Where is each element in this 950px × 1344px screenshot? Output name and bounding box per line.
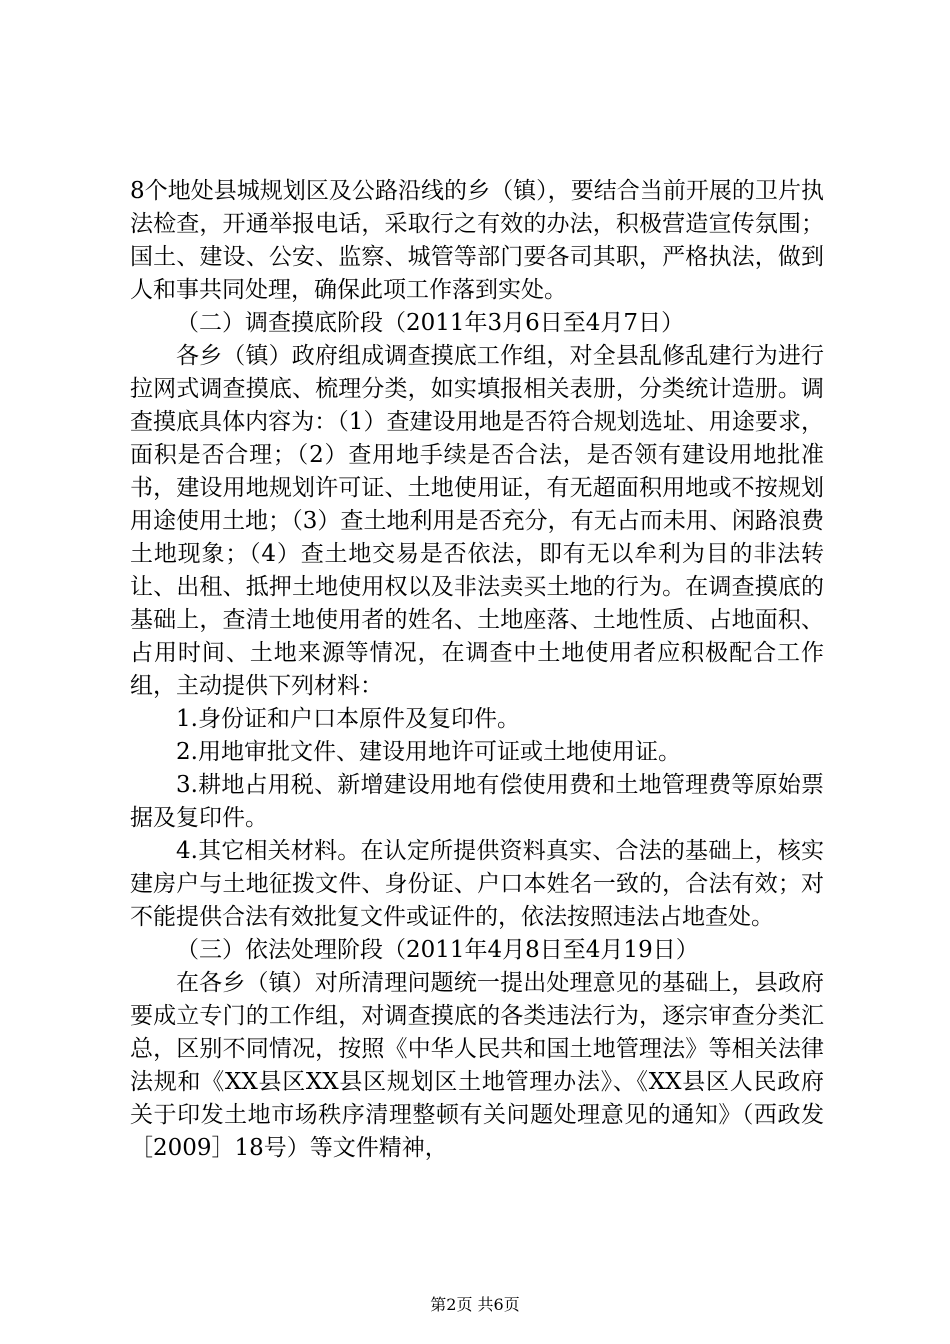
paragraph-2: 各乡（镇）政府组成调查摸底工作组，对全县乱修乱建行为进行拉网式调查摸底、梳理分类，如实填报相关表册，分类统计造册。调查摸底具体内容为：（1）查建设用地是否符合规划选址、用途要求，面积是否合理；（2）查用地手续是否合法，是否领有建设用地批准书，建设用地规划许可证、土地使用证，有无超面积用地或不按规划用途使用土地；（3）查土地利用是否充分，有无占而未用、闲路浪费土地现象；（4）查土地交易是否依法，即有无以牟利为目的非法转让、出租、抵押土地使用权以及非法卖买土地的行为。在调查摸底的基础上，查清土地使用者的姓名、土地座落、土地性质、占地面积、占用时间、土地来源等情况，在调查中土地使用者应积极配合工作组，主动提供下列材料： — [130, 343, 824, 699]
page-footer: 第2页 共6页 — [430, 1295, 520, 1314]
list-item-1: 1.身份证和户口本原件及复印件。 — [176, 706, 520, 732]
list-item-2: 2.用地审批文件、建设用地许可证或土地使用证。 — [176, 739, 681, 765]
paragraph-3: 在各乡（镇）对所清理问题统一提出处理意见的基础上，县政府要成立专门的工作组，对调查摸底的各类违法行为，逐宗审查分类汇总，区别不同情况，按照《中华人民共和国土地管理法》等相关法律法规和《XX县区XX县区规划区土地管理办法》、《XX县区人民政府关于印发土地市场秩序清理整顿有关问题处理意见的通知》（西政发［2009］18号）等文件精神， — [130, 970, 824, 1161]
section-heading-2: （二）调查摸底阶段（2011年3月6日至4月7日） — [176, 310, 685, 336]
paragraph-1: 8个地处县城规划区及公路沿线的乡（镇），要结合当前开展的卫片执法检查，开通举报电话，采取行之有效的办法，积极营造宣传氛围；国土、建设、公安、监察、城管等部门要各司其职，严格执法，做到人和事共同处理，确保此项工作落到实处。 — [130, 178, 824, 303]
list-item-4: 4.其它相关材料。在认定所提供资料真实、合法的基础上，核实建房户与土地征拨文件、身份证、户口本姓名一致的，合法有效；对不能提供合法有效批复文件或证件的，依法按照违法占地查处。 — [130, 838, 824, 930]
list-item-3: 3.耕地占用税、新增建设用地有偿使用费和土地管理费等原始票据及复印件。 — [130, 772, 824, 831]
section-heading-3: （三）依法处理阶段（2011年4月8日至4月19日） — [176, 937, 699, 963]
document-body — [130, 175, 824, 1165]
